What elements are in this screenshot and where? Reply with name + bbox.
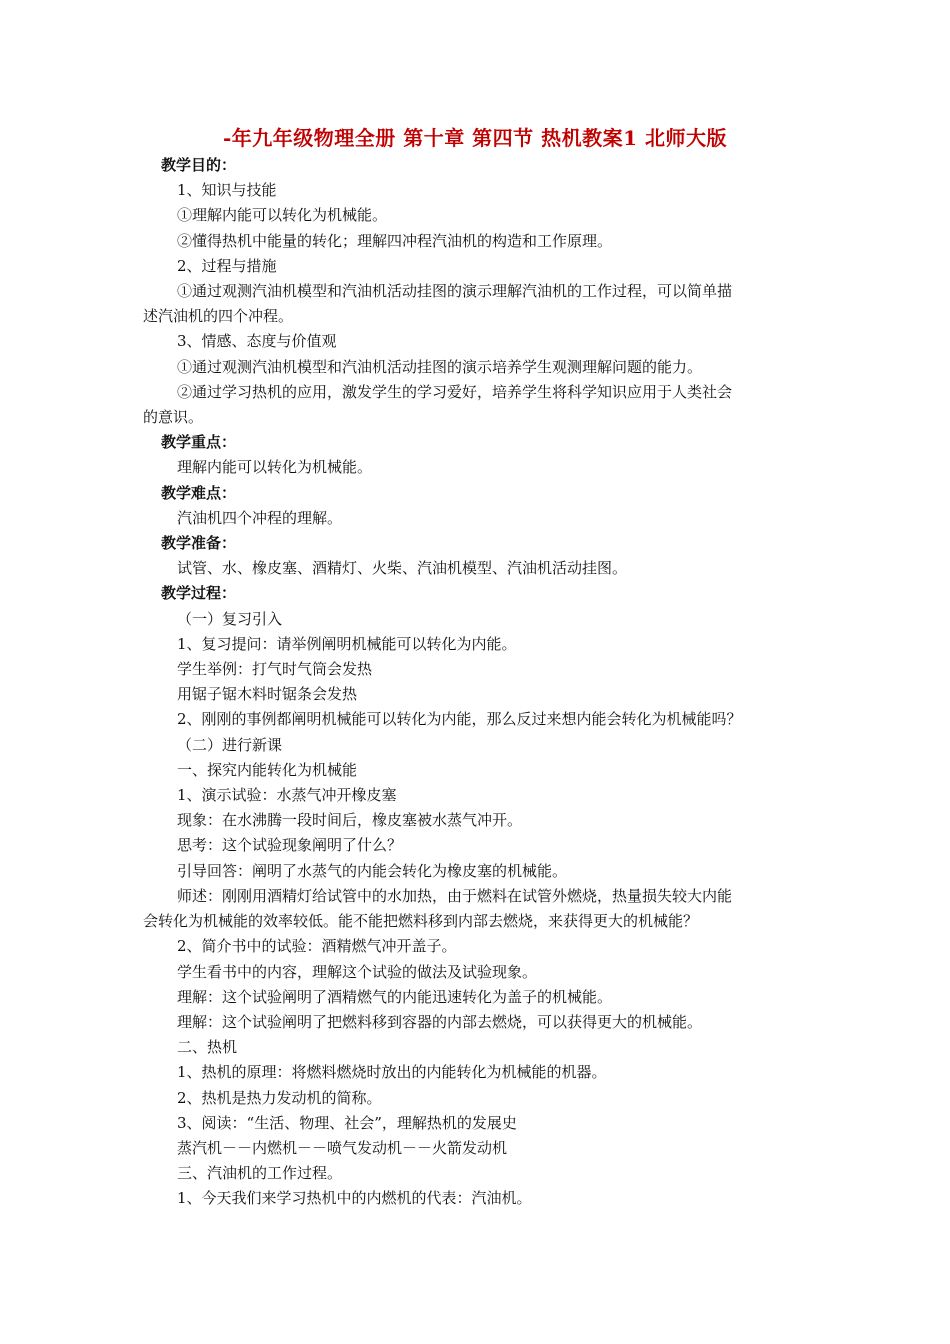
paragraph: ②懂得热机中能量的转化；理解四冲程汽油机的构造和工作原理。 <box>177 231 613 250</box>
paragraph: 2、简介书中的试验：酒精燃气冲开盖子。 <box>177 937 457 956</box>
paragraph: 1、热机的原理：将燃料燃烧时放出的内能转化为机械能的机器。 <box>177 1063 607 1082</box>
paragraph: 述汽油机的四个冲程。 <box>143 307 294 326</box>
paragraph: 2、过程与措施 <box>177 256 277 275</box>
document-body <box>143 153 808 1212</box>
paragraph: 1、演示试验：水蒸气冲开橡皮塞 <box>177 786 397 805</box>
paragraph: 师述：刚刚用酒精灯给试管中的水加热，由于燃料在试管外燃烧，热量损失较大内能 <box>177 886 733 905</box>
paragraph: 学生看书中的内容，理解这个试验的做法及试验现象。 <box>177 962 538 981</box>
paragraph: ①理解内能可以转化为机械能。 <box>177 206 388 225</box>
paragraph: 1、今天我们来学习热机中的内燃机的代表：汽油机。 <box>177 1189 532 1208</box>
paragraph: ①通过观测汽油机模型和汽油机活动挂图的演示理解汽油机的工作过程，可以简单描 <box>177 282 733 301</box>
paragraph: 试管、水、橡皮塞、酒精灯、火柴、汽油机模型、汽油机活动挂图。 <box>177 559 628 578</box>
paragraph: 三、汽油机的工作过程。 <box>177 1164 343 1183</box>
paragraph: 3、阅读：“生活、物理、社会”，理解热机的发展史 <box>177 1113 517 1132</box>
paragraph: 理解：这个试验阐明了把燃料移到容器的内部去燃烧，可以获得更大的机械能。 <box>177 1012 703 1031</box>
paragraph: ①通过观测汽油机模型和汽油机活动挂图的演示培养学生观测理解问题的能力。 <box>177 357 703 376</box>
paragraph: 理解：这个试验阐明了酒精燃气的内能迅速转化为盖子的机械能。 <box>177 987 613 1006</box>
paragraph: （一）复习引入 <box>177 609 283 628</box>
paragraph: 二、热机 <box>177 1038 238 1057</box>
paragraph: 思考：这个试验现象阐明了什么？ <box>177 836 403 855</box>
paragraph: 用锯子锯木料时锯条会发热 <box>177 685 358 704</box>
paragraph: 汽油机四个冲程的理解。 <box>177 508 343 527</box>
difficulty-heading: 教学难点： <box>161 483 237 502</box>
paragraph: 一、探究内能转化为机械能 <box>177 760 358 779</box>
process-heading: 教学过程： <box>161 584 237 603</box>
paragraph: 2、热机是热力发动机的简称。 <box>177 1088 382 1107</box>
paragraph: 蒸汽机－－内燃机－－喷气发动机－－火箭发动机 <box>177 1138 508 1157</box>
paragraph: ②通过学习热机的应用，激发学生的学习爱好，培养学生将科学知识应用于人类社会 <box>177 382 733 401</box>
paragraph: 会转化为机械能的效率较低。能不能把燃料移到内部去燃烧，来获得更大的机械能？ <box>143 912 699 931</box>
paragraph: 学生举例：打气时气筒会发热 <box>177 660 373 679</box>
paragraph: 2、刚刚的事例都阐明机械能可以转化为内能，那么反过来想内能会转化为机械能吗？ <box>177 710 742 729</box>
objectives-heading: 教学目的： <box>161 156 237 174</box>
paragraph: 现象：在水沸腾一段时间后，橡皮塞被水蒸气冲开。 <box>177 811 523 830</box>
paragraph: 的意识。 <box>143 408 204 427</box>
paragraph: 3、情感、态度与价值观 <box>177 332 337 351</box>
key-points-heading: 教学重点： <box>161 433 237 452</box>
paragraph: 理解内能可以转化为机械能。 <box>177 458 373 477</box>
preparation-heading: 教学准备： <box>161 534 237 553</box>
paragraph: （二）进行新课 <box>177 735 283 754</box>
paragraph: 1、复习提问：请举例阐明机械能可以转化为内能。 <box>177 634 517 653</box>
paragraph: 1、知识与技能 <box>177 181 277 200</box>
paragraph: 引导回答：阐明了水蒸气的内能会转化为橡皮塞的机械能。 <box>177 861 568 880</box>
document-title: -年九年级物理全册 第十章 第四节 热机教案1 北师大版 <box>222 126 728 150</box>
